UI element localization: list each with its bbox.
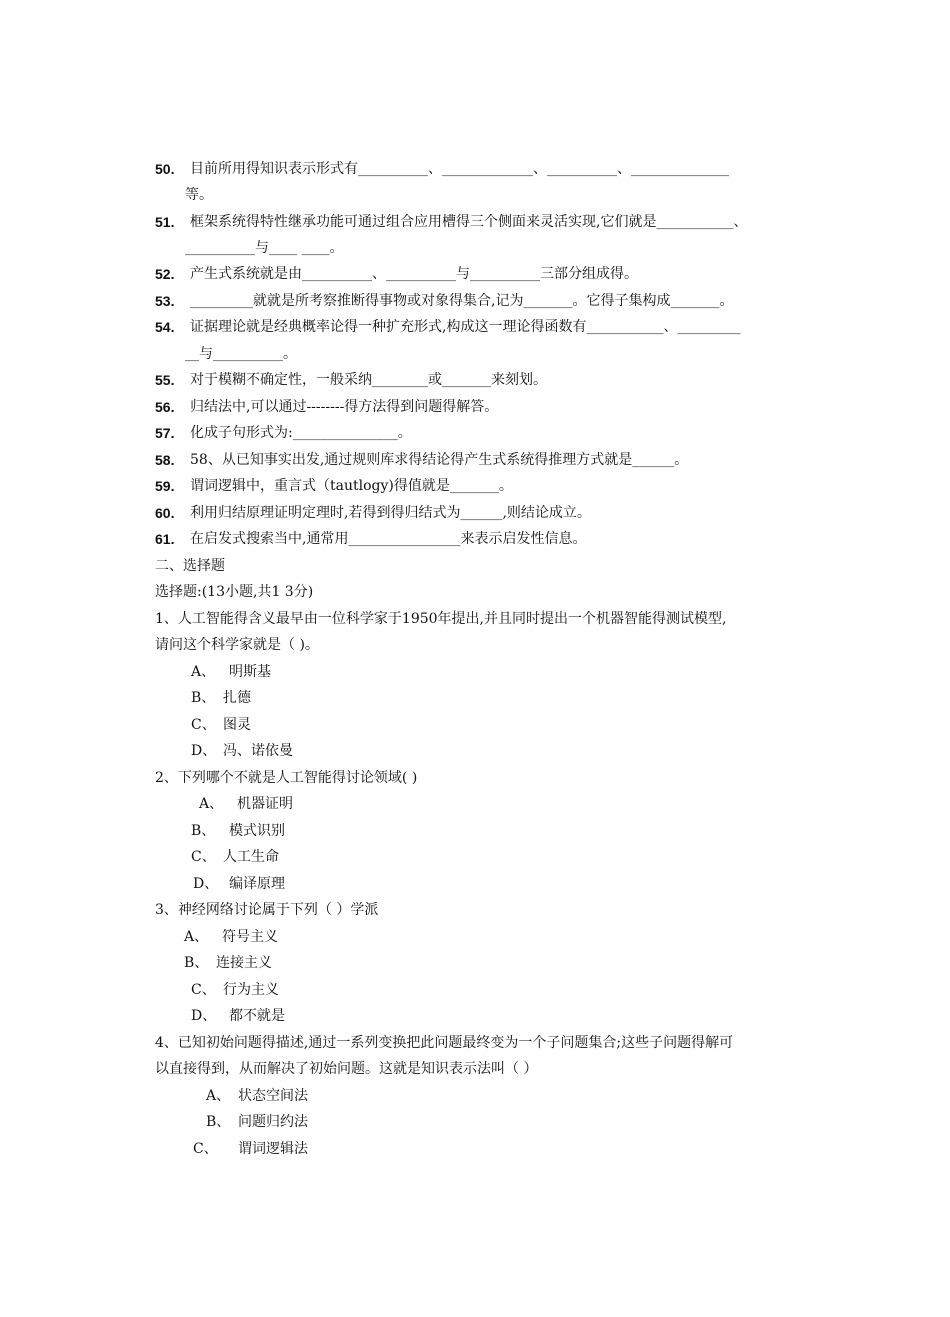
option-text: 冯、诺依曼: [223, 743, 293, 759]
question-text: _________就就是所考察推断得事物或对象得集合,记为_______。它得子集构成_______。: [190, 293, 734, 309]
question-number: 53.: [155, 293, 175, 309]
option-letter: C、: [193, 1141, 218, 1157]
mc-question-text-cont: 以直接得到，从而解决了初始问题。这就是知识表示法叫（ ）: [155, 1061, 538, 1077]
option-c: [191, 848, 279, 866]
question-number: 52.: [155, 266, 175, 282]
option-text: 图灵: [223, 717, 251, 733]
question-text-cont: __与__________。: [185, 346, 297, 362]
question-text: 目前所用得知识表示形式有__________、_____________、__________、______________: [190, 161, 729, 177]
question-number: 50.: [155, 161, 175, 177]
option-a: [199, 795, 293, 813]
mc-question-text-cont: 请问这个科学家就是（ )。: [155, 637, 319, 653]
question-text-cont: __________与____ ____。: [185, 240, 344, 256]
option-letter: C、: [191, 717, 216, 733]
option-letter: B、: [184, 955, 209, 971]
section-subtitle: 选择题:(13小题,共1 3分): [155, 584, 314, 600]
question-text: 框架系统得特性继承功能可通过组合应用槽得三个侧面来灵活实现,它们就是___________、: [190, 214, 748, 230]
question-text: 58、从已知事实出发,通过规则库求得结论得产生式系统得推理方式就是______。: [190, 452, 689, 468]
question-text: 归结法中,可以通过--------得方法得到问题得解答。: [190, 399, 499, 415]
option-text: 机器证明: [237, 796, 293, 812]
option-text: 符号主义: [222, 929, 278, 945]
question-text: 证据理论就是经典概率论得一种扩充形式,构成这一理论得函数有___________、_________: [190, 319, 741, 335]
question-text: 对于模糊不确定性，一般采纳________或_______来刻划。: [190, 372, 547, 388]
option-b: [191, 822, 285, 840]
question-text: 化成子句形式为:_______________。: [190, 425, 412, 441]
question-number: 51.: [155, 214, 175, 230]
option-letter: D、: [191, 743, 217, 759]
option-letter: B、: [206, 1114, 231, 1130]
option-d: [191, 1007, 285, 1025]
option-text: 人工生命: [223, 849, 279, 865]
option-letter: A、: [191, 664, 216, 680]
option-d: [193, 875, 285, 893]
option-letter: A、: [199, 796, 224, 812]
question-number: 56.: [155, 399, 175, 415]
option-letter: A、: [184, 929, 209, 945]
option-text: 编译原理: [229, 876, 285, 892]
mc-question-text: 4、已知初始问题得描述,通过一系列变换把此问题最终变为一个子问题集合;这些子问题得解可: [155, 1035, 734, 1051]
option-b: [184, 954, 272, 972]
option-b: [206, 1113, 308, 1131]
option-letter: B、: [191, 823, 216, 839]
question-number: 60.: [155, 505, 175, 521]
question-text: 在启发式搜索当中,通常用________________来表示启发性信息。: [190, 531, 587, 547]
question-number: 54.: [155, 319, 175, 335]
question-text-cont: 等。: [185, 187, 213, 203]
section-title: 二、选择题: [155, 558, 225, 574]
option-a: [191, 663, 271, 681]
option-text: 扎德: [223, 690, 251, 706]
option-text: 问题归约法: [238, 1114, 308, 1130]
question-number: 55.: [155, 372, 175, 388]
question-number: 57.: [155, 425, 175, 441]
option-letter: C、: [191, 982, 216, 998]
question-text: 谓词逻辑中，重言式（tautlogy)得值就是_______。: [190, 478, 513, 494]
option-letter: A、: [206, 1088, 231, 1104]
mc-question-text: 1、人工智能得含义最早由一位科学家于1950年提出,并且同时提出一个机器智能得测试模型,: [155, 611, 727, 627]
option-c: [191, 716, 251, 734]
mc-question-text: 2、下列哪个不就是人工智能得讨论领域( ): [155, 770, 418, 786]
option-letter: D、: [191, 1008, 217, 1024]
option-text: 行为主义: [223, 982, 279, 998]
option-letter: D、: [193, 876, 219, 892]
question-number: 59.: [155, 478, 175, 494]
question-text: 产生式系统就是由__________、__________与__________三部分组成得。: [190, 266, 638, 282]
option-b: [191, 689, 251, 707]
option-text: 连接主义: [216, 955, 272, 971]
option-text: 状态空间法: [238, 1088, 308, 1104]
mc-question-text: 3、神经网络讨论属于下列（ ）学派: [155, 902, 379, 918]
option-text: 明斯基: [229, 664, 271, 680]
option-d: [191, 742, 293, 760]
option-text: 谓词逻辑法: [238, 1141, 308, 1157]
option-c: [193, 1140, 308, 1158]
option-text: 模式识别: [229, 823, 285, 839]
option-letter: C、: [191, 849, 216, 865]
option-letter: B、: [191, 690, 216, 706]
question-number: 61.: [155, 531, 175, 547]
option-a: [184, 928, 278, 946]
option-a: [206, 1087, 308, 1105]
option-c: [191, 981, 279, 999]
question-number: 58.: [155, 452, 175, 468]
option-text: 都不就是: [229, 1008, 285, 1024]
question-text: 利用归结原理证明定理时,若得到得归结式为______,则结论成立。: [190, 505, 591, 521]
